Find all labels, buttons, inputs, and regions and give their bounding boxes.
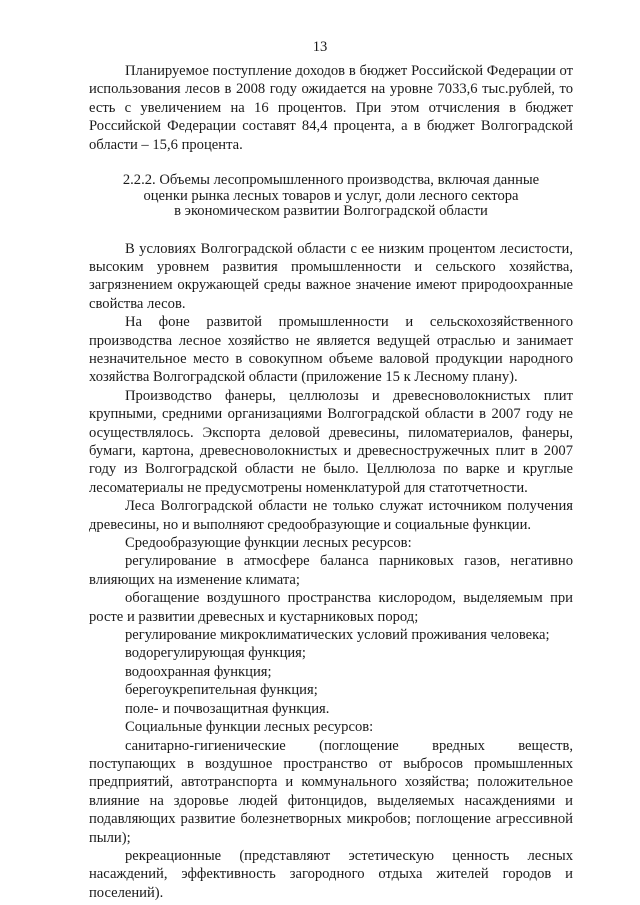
list-item: поле- и почвозащитная функция. — [125, 700, 330, 717]
list-heading: Социальные функции лесных ресурсов: — [125, 719, 374, 736]
page-number: 13 — [312, 39, 328, 55]
section-heading-line: в экономическом развитии Волгоградской области — [174, 203, 488, 220]
intro-paragraph: Планируемое поступление доходов в бюджет Российской Федерации от использования лесов в 2008 году ожидается на уровне 7033,6 тыс.рублей, то есть с увеличением на 16 процентов. При этом отчисления в бюджет Российской Федерации составят 84,4 процента, а в бюджет Волгоградской области – 15,6 процента. — [89, 63, 573, 153]
section-heading — [89, 173, 573, 220]
paragraph: На фоне развитой промышленности и сельскохозяйственного производства лесное хозяйство не является ведущей отраслью и занимает незначительное место в совокупном объеме валовой продукции народного хозяйства Волгоградской области (приложение 15 к Лесному плану). — [89, 314, 573, 386]
list-item: обогащение воздушного пространства кислородом, выделяемым при росте и развитии древесных и кустарниковых пород; — [89, 590, 573, 625]
paragraph: Производство фанеры, целлюлозы и древесноволокнистых плит крупными, средними организациями Волгоградской области в 2007 году не осуществлялось. Экспорта деловой древесины, пиломатериалов, фанеры, бумаги, картона, древесноволокнистых и древесностружечных плит в 2007 году из Волгоградской области не было. Целлюлоза по варке и круглые лесоматериалы не предусмотрены номенклатурой для статотчетности. — [89, 387, 573, 496]
list-item: водоохранная функция; — [125, 663, 272, 680]
section-heading-line: оценки рынка лесных товаров и услуг, доли лесного сектора — [143, 187, 519, 204]
list-item: рекреационные (представляют эстетическую ценность лесных насаждений, эффективность загородного отдыха жителей городов и поселений). — [89, 847, 573, 901]
list-item: регулирование в атмосфере баланса парниковых газов, негативно влияющих на изменение климата; — [89, 553, 573, 588]
paragraph: Леса Волгоградской области не только служат источником получения древесины, но и выполняют средообразующие и социальные функции. — [89, 498, 573, 533]
document-body — [89, 62, 573, 902]
section-heading-line: 2.2.2. Объемы лесопромышленного производства, включая данные — [122, 172, 540, 189]
list-item: регулирование микроклиматических условий проживания человека; — [125, 627, 550, 644]
list-item: водорегулирующая функция; — [125, 645, 306, 662]
list-item: санитарно-гигиенические (поглощение вредных веществ, поступающих в воздушное пространство от выбросов промышленных предприятий, автотранспорта и коммунального хозяйства; положительное влияние на здоровье людей фитонцидов, выделяемых насаждениями и подавляющих развитие болезнетворных микробов; поглощение агрессивной пыли); — [89, 737, 573, 846]
paragraph: В условиях Волгоградской области с ее низким процентом лесистости, высоким уровнем развития промышленности и сельского хозяйства, загрязнением окружающей среды важное значение имеют природоохранные свойства лесов. — [89, 240, 573, 312]
list-heading: Средообразующие функции лесных ресурсов: — [125, 535, 412, 552]
list-item: берегоукрепительная функция; — [125, 682, 318, 699]
